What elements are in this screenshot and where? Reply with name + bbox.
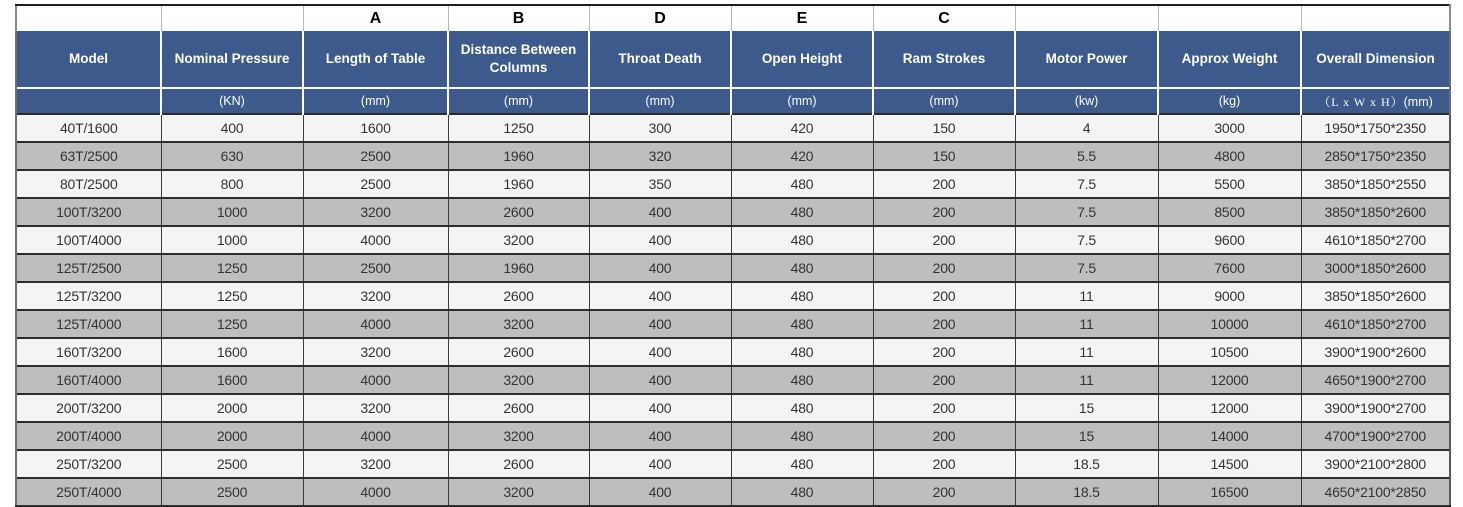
header-cell-ram-strokes: Ram Strokes [873,31,1015,88]
table-cell: 300 [589,114,731,142]
table-cell: 4800 [1158,142,1301,170]
table-row [16,170,1450,198]
table-cell: 11 [1015,338,1158,366]
table-cell: 1960 [448,254,589,282]
table-cell: 4650*2100*2850 [1301,478,1450,506]
table-row [16,282,1450,310]
table-cell: 2500 [303,254,448,282]
table-cell: 480 [731,394,873,422]
unit-cell: (mm) [731,88,873,114]
table-cell: 15 [1015,422,1158,450]
column-letter-empty [1158,5,1301,31]
table-row [16,114,1450,142]
table-cell: 5.5 [1015,142,1158,170]
model-cell: 250T/4000 [16,478,161,506]
header-cell-distance-between-columns: Distance Between Columns [448,31,589,88]
spec-table-container [15,4,1449,507]
column-letter-C: C [873,5,1015,31]
table-cell: 16500 [1158,478,1301,506]
table-cell: 12000 [1158,394,1301,422]
header-cell-length-of-table: Length of Table [303,31,448,88]
model-cell: 40T/1600 [16,114,161,142]
table-cell: 4000 [303,422,448,450]
table-cell: 400 [161,114,303,142]
unit-cell [1301,88,1450,114]
table-cell: 400 [589,198,731,226]
table-cell: 10500 [1158,338,1301,366]
table-cell: 14000 [1158,422,1301,450]
model-cell: 100T/4000 [16,226,161,254]
table-cell: 480 [731,170,873,198]
table-cell: 3900*1900*2600 [1301,338,1450,366]
table-cell: 4000 [303,310,448,338]
table-cell: 320 [589,142,731,170]
column-letter-empty [1015,5,1158,31]
table-cell: 14500 [1158,450,1301,478]
table-body [16,114,1450,506]
unit-cell: (mm) [873,88,1015,114]
table-cell: 2500 [303,170,448,198]
table-cell: 4000 [303,478,448,506]
table-cell: 3900*1900*2700 [1301,394,1450,422]
table-cell: 200 [873,478,1015,506]
model-cell: 200T/3200 [16,394,161,422]
table-cell: 3200 [448,226,589,254]
table-cell: 200 [873,422,1015,450]
table-cell: 2600 [448,450,589,478]
table-cell: 3200 [448,478,589,506]
table-cell: 2600 [448,338,589,366]
table-cell: 480 [731,422,873,450]
table-row [16,142,1450,170]
table-cell: 400 [589,478,731,506]
header-cell-overall-dimension: Overall Dimension [1301,31,1450,88]
table-cell: 400 [589,338,731,366]
table-cell: 1250 [448,114,589,142]
column-letter-E: E [731,5,873,31]
table-cell: 200 [873,282,1015,310]
dimension-unit-prefix: （L x W x H） [1318,94,1404,109]
column-letter-empty [161,5,303,31]
letter-row [16,5,1450,31]
table-cell: 420 [731,142,873,170]
table-cell: 12000 [1158,366,1301,394]
table-cell: 1250 [161,310,303,338]
header-cell-motor-power: Motor Power [1015,31,1158,88]
table-cell: 1960 [448,170,589,198]
table-cell: 3200 [448,366,589,394]
table-cell: 1960 [448,142,589,170]
table-cell: 480 [731,366,873,394]
table-row [16,226,1450,254]
table-cell: 11 [1015,282,1158,310]
table-cell: 400 [589,450,731,478]
table-cell: 7.5 [1015,198,1158,226]
table-cell: 7.5 [1015,170,1158,198]
table-cell: 9600 [1158,226,1301,254]
dimension-unit-suffix: (mm) [1403,94,1433,109]
header-row [16,31,1450,88]
table-cell: 4000 [303,226,448,254]
table-cell: 3200 [448,310,589,338]
table-cell: 4610*1850*2700 [1301,310,1450,338]
table-cell: 200 [873,366,1015,394]
table-cell: 200 [873,254,1015,282]
table-cell: 4000 [303,366,448,394]
table-cell: 400 [589,366,731,394]
model-cell: 250T/3200 [16,450,161,478]
table-cell: 3200 [303,394,448,422]
header-cell-model: Model [16,31,161,88]
table-row [16,338,1450,366]
table-cell: 2500 [303,142,448,170]
table-cell: 480 [731,254,873,282]
table-cell: 200 [873,450,1015,478]
table-cell: 350 [589,170,731,198]
table-cell: 200 [873,394,1015,422]
model-cell: 160T/4000 [16,366,161,394]
table-cell: 480 [731,338,873,366]
unit-cell: (mm) [303,88,448,114]
table-cell: 2000 [161,394,303,422]
table-cell: 1000 [161,198,303,226]
table-cell: 1600 [161,366,303,394]
table-cell: 3000 [1158,114,1301,142]
table-cell: 400 [589,282,731,310]
table-cell: 1250 [161,282,303,310]
table-cell: 3200 [448,422,589,450]
table-cell: 480 [731,198,873,226]
table-cell: 200 [873,226,1015,254]
table-cell: 200 [873,198,1015,226]
table-row [16,450,1450,478]
table-cell: 3900*2100*2800 [1301,450,1450,478]
header-cell-nominal-pressure: Nominal Pressure [161,31,303,88]
table-cell: 2850*1750*2350 [1301,142,1450,170]
column-letter-A: A [303,5,448,31]
table-cell: 5500 [1158,170,1301,198]
table-cell: 480 [731,282,873,310]
table-cell: 2600 [448,394,589,422]
table-row [16,478,1450,506]
table-cell: 4700*1900*2700 [1301,422,1450,450]
table-cell: 18.5 [1015,478,1158,506]
table-cell: 150 [873,114,1015,142]
table-cell: 9000 [1158,282,1301,310]
table-cell: 7.5 [1015,226,1158,254]
table-cell: 3850*1850*2600 [1301,282,1450,310]
unit-cell: (kw) [1015,88,1158,114]
column-letter-empty [1301,5,1450,31]
table-cell: 400 [589,422,731,450]
table-cell: 2600 [448,282,589,310]
model-cell: 200T/4000 [16,422,161,450]
model-cell: 125T/3200 [16,282,161,310]
table-cell: 480 [731,450,873,478]
table-cell: 1950*1750*2350 [1301,114,1450,142]
table-row [16,254,1450,282]
table-cell: 400 [589,310,731,338]
table-cell: 3200 [303,450,448,478]
table-cell: 10000 [1158,310,1301,338]
table-cell: 8500 [1158,198,1301,226]
table-cell: 800 [161,170,303,198]
table-cell: 420 [731,114,873,142]
table-cell: 1600 [303,114,448,142]
column-letter-empty [16,5,161,31]
table-cell: 4610*1850*2700 [1301,226,1450,254]
table-cell: 630 [161,142,303,170]
table-cell: 4 [1015,114,1158,142]
table-cell: 200 [873,170,1015,198]
table-cell: 480 [731,478,873,506]
table-cell: 1000 [161,226,303,254]
table-row [16,366,1450,394]
unit-cell: (mm) [589,88,731,114]
header-cell-approx-weight: Approx Weight [1158,31,1301,88]
model-cell: 63T/2500 [16,142,161,170]
table-cell: 200 [873,310,1015,338]
table-cell: 7600 [1158,254,1301,282]
press-specification-table [15,4,1451,507]
table-cell: 3200 [303,338,448,366]
header-cell-throat-death: Throat Death [589,31,731,88]
table-cell: 150 [873,142,1015,170]
model-cell: 125T/4000 [16,310,161,338]
table-cell: 400 [589,226,731,254]
table-cell: 200 [873,338,1015,366]
table-cell: 480 [731,226,873,254]
table-cell: 2500 [161,450,303,478]
model-cell: 125T/2500 [16,254,161,282]
table-cell: 2500 [161,478,303,506]
table-cell: 480 [731,310,873,338]
model-cell: 80T/2500 [16,170,161,198]
model-cell: 100T/3200 [16,198,161,226]
table-cell: 7.5 [1015,254,1158,282]
table-cell: 11 [1015,366,1158,394]
model-cell: 160T/3200 [16,338,161,366]
table-cell: 3850*1850*2550 [1301,170,1450,198]
table-cell: 2600 [448,198,589,226]
table-cell: 18.5 [1015,450,1158,478]
unit-cell: (KN) [161,88,303,114]
unit-cell: (kg) [1158,88,1301,114]
table-cell: 15 [1015,394,1158,422]
table-row [16,310,1450,338]
table-cell: 1250 [161,254,303,282]
header-cell-open-height: Open Height [731,31,873,88]
table-cell: 400 [589,394,731,422]
table-cell: 3200 [303,282,448,310]
table-cell: 11 [1015,310,1158,338]
table-row [16,422,1450,450]
table-head [16,5,1450,114]
unit-row [16,88,1450,114]
table-cell: 3000*1850*2600 [1301,254,1450,282]
table-cell: 400 [589,254,731,282]
table-row [16,198,1450,226]
unit-cell: (mm) [448,88,589,114]
table-cell: 3200 [303,198,448,226]
table-cell: 2000 [161,422,303,450]
column-letter-D: D [589,5,731,31]
table-cell: 3850*1850*2600 [1301,198,1450,226]
table-cell: 4650*1900*2700 [1301,366,1450,394]
column-letter-B: B [448,5,589,31]
unit-cell [16,88,161,114]
table-cell: 1600 [161,338,303,366]
table-row [16,394,1450,422]
